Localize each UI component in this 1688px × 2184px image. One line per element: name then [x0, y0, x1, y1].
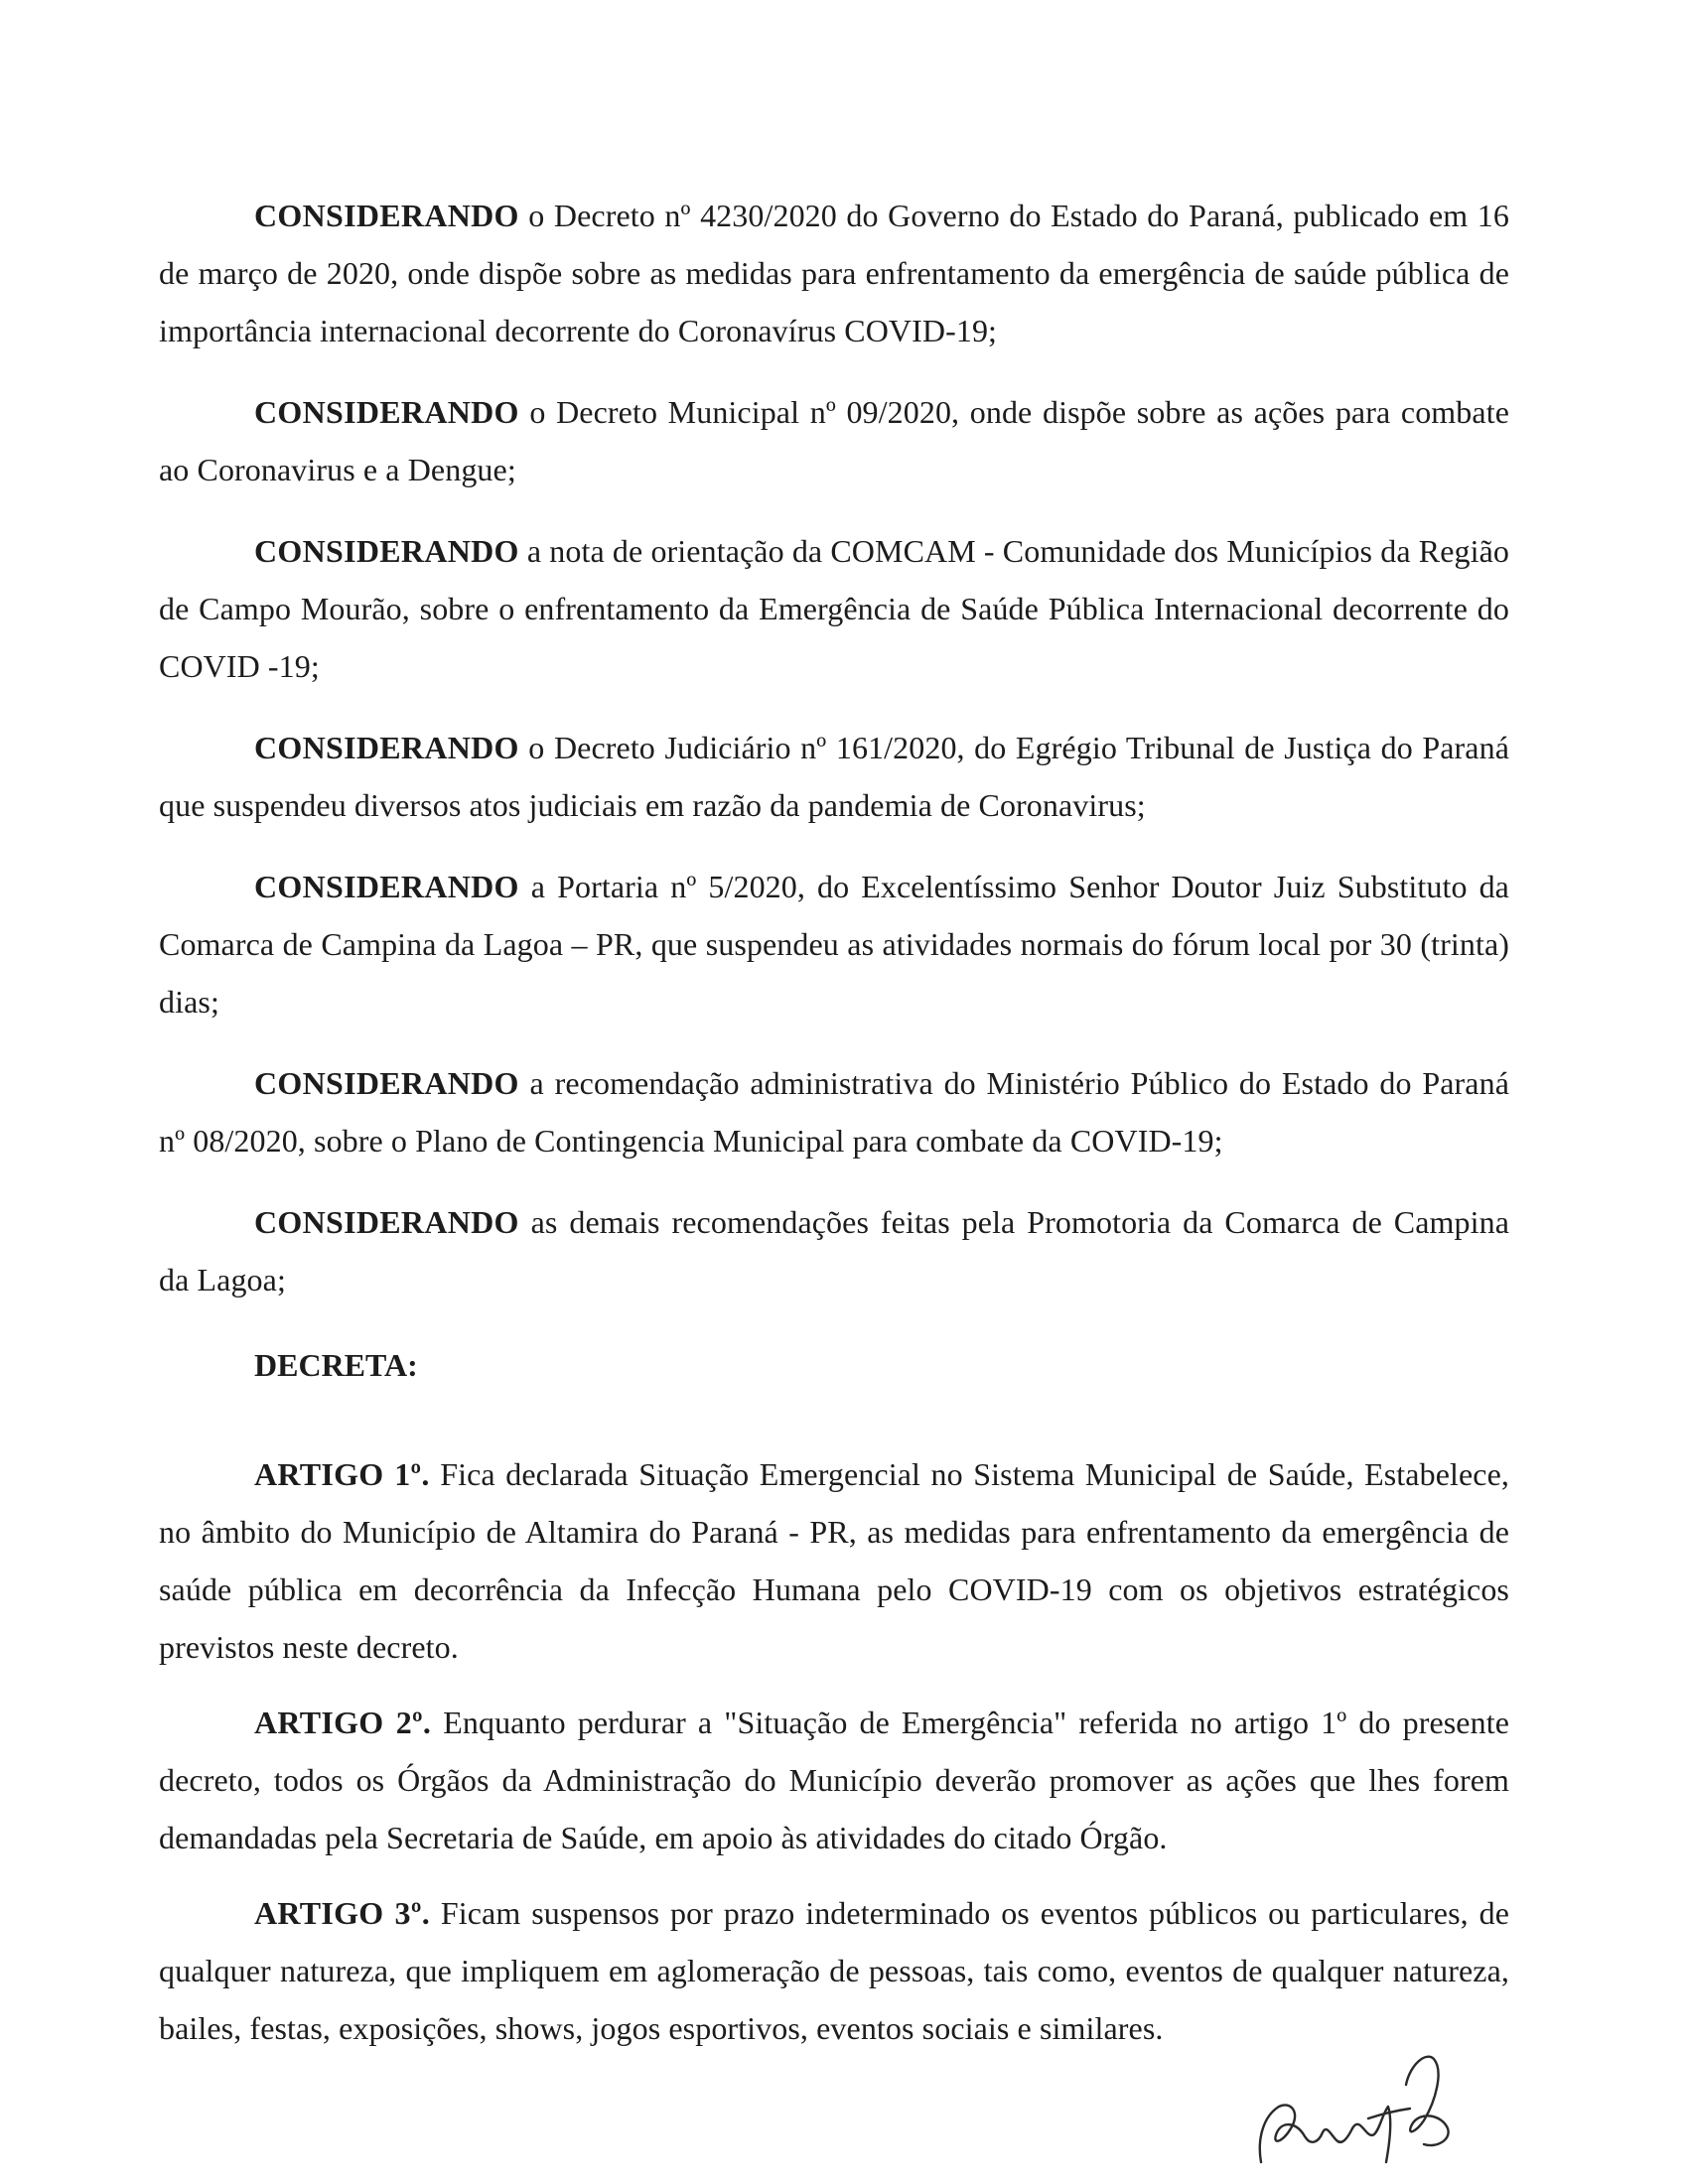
considerando-paragraph [159, 187, 1509, 359]
artigo-paragraph [159, 1694, 1509, 1866]
artigo-keyword: ARTIGO 1º. [254, 1456, 430, 1492]
considerando-text: o Decreto Judiciário nº 161/2020, do Egrégio Tribunal de Justiça do Paraná que suspendeu diversos atos judiciais em razão da pandemia de Coronavirus; [159, 730, 1509, 823]
considerando-paragraph [159, 522, 1509, 695]
artigo-text: Fica declarada Situação Emergencial no Sistema Municipal de Saúde, Estabelece, no âmbito do Município de Altamira do Paraná - PR, as medidas para enfrentamento da emergência de saúde pública em decorrência da Infecção Humana pelo COVID-19 com os objetivos estratégicos previstos neste decreto. [159, 1456, 1510, 1665]
considerando-keyword: CONSIDERANDO [254, 1204, 519, 1240]
considerando-text: a Portaria nº 5/2020, do Excelentíssimo Senhor Doutor Juiz Substituto da Comarca de Campina da Lagoa – PR, que suspendeu as atividades normais do fórum local por 30 (trinta) dias; [159, 869, 1509, 1020]
considerando-keyword: CONSIDERANDO [254, 394, 519, 430]
considerando-keyword: CONSIDERANDO [254, 533, 519, 569]
considerando-keyword: CONSIDERANDO [254, 198, 519, 233]
considerando-paragraph [159, 1193, 1509, 1308]
artigo-paragraph [159, 1445, 1509, 1676]
artigo-text: Ficam suspensos por prazo indeterminado os eventos públicos ou particulares, de qualquer natureza, que impliquem em aglomeração de pessoas, tais como, eventos de qualquer natureza, bailes, festas, exposições, shows, jogos esportivos, eventos sociais e similares. [159, 1895, 1510, 2046]
decreta-heading: DECRETA: [254, 1347, 418, 1383]
considerando-keyword: CONSIDERANDO [254, 1065, 519, 1101]
considerando-paragraph [159, 383, 1509, 498]
artigo-paragraph [159, 1884, 1509, 2057]
artigo-keyword: ARTIGO 3º. [254, 1895, 430, 1931]
considerando-keyword: CONSIDERANDO [254, 730, 519, 765]
handwritten-signature [1231, 2045, 1470, 2174]
signature-stroke [1352, 2107, 1410, 2162]
considerando-paragraph [159, 1054, 1509, 1169]
artigo-text: Enquanto perdurar a "Situação de Emergência" referida no artigo 1º do presente decreto, todos os Órgãos da Administração do Município deverão promover as ações que lhes forem demandadas pela Secretaria de Saúde, em apoio às atividades do citado Órgão. [159, 1705, 1510, 1855]
artigo-keyword: ARTIGO 2º. [254, 1705, 432, 1740]
signature-stroke [1260, 2105, 1352, 2162]
signature-stroke [1406, 2057, 1449, 2145]
considerando-text: a nota de orientação da COMCAM - Comunidade dos Municípios da Região de Campo Mourão, sobre o enfrentamento da Emergência de Saúde Pública Internacional decorrente do COVID -19; [159, 533, 1509, 684]
considerando-paragraph [159, 719, 1509, 834]
considerando-paragraph [159, 858, 1509, 1030]
considerando-text: o Decreto nº 4230/2020 do Governo do Estado do Paraná, publicado em 16 de março de 2020, onde dispõe sobre as medidas para enfrentamento da emergência de saúde pública de importância internacional decorrente do Coronavírus COVID-19; [159, 198, 1509, 348]
document-body [159, 187, 1509, 2075]
considerando-text: a recomendação administrativa do Ministério Público do Estado do Paraná nº 08/2020, sobre o Plano de Contingencia Municipal para combate da COVID-19; [159, 1065, 1509, 1159]
considerando-keyword: CONSIDERANDO [254, 869, 519, 904]
considerando-text: as demais recomendações feitas pela Promotoria da Comarca de Campina da Lagoa; [159, 1204, 1509, 1297]
considerando-text: o Decreto Municipal nº 09/2020, onde dispõe sobre as ações para combate ao Coronavirus e a Dengue; [159, 394, 1509, 487]
